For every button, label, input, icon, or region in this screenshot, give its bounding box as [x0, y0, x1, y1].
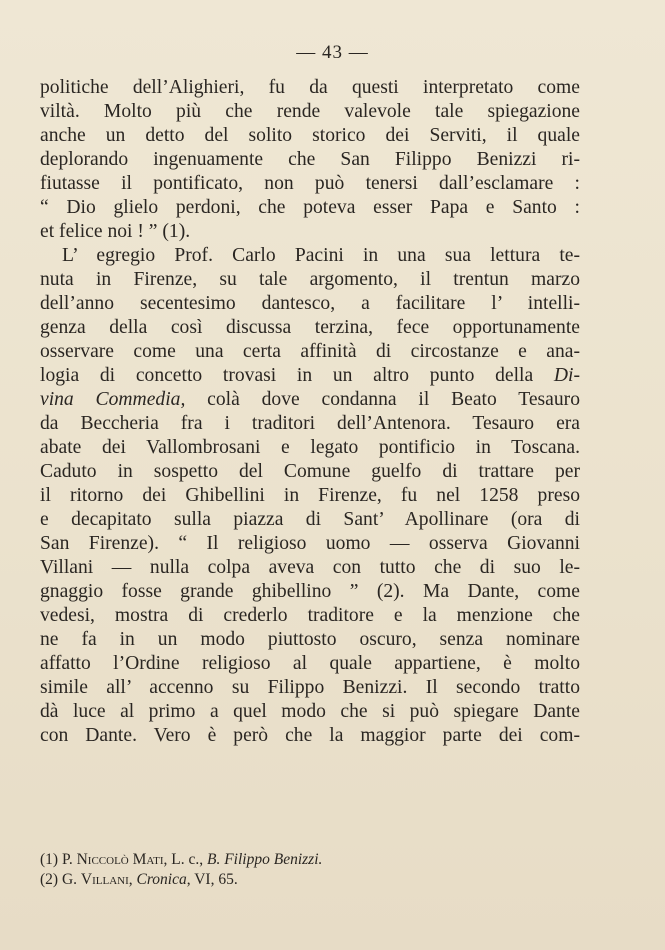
text-line: “ Dio glielo perdoni, che poteva esser Papa e Santo :: [40, 197, 580, 218]
text-line: da Beccheria fra i traditori dell’Antenora. Tesauro era: [40, 413, 580, 434]
text-line: dà luce al primo a quel modo che si può spiegare Dante: [40, 701, 580, 722]
footnote-author: Villani: [80, 871, 129, 888]
footnote-2: [40, 870, 580, 890]
text-line: deplorando ingenuamente che San Filippo Benizzi ri-: [40, 149, 580, 170]
text-line: il ritorno dei Ghibellini in Firenze, fu nel 1258 preso: [40, 485, 580, 506]
text-fragment: colà dove condanna il Beato Tesauro: [185, 389, 580, 410]
text-line: Villani — nulla colpa aveva con tutto che di suo le-: [40, 557, 580, 578]
footnotes: [40, 850, 580, 890]
text-line: viltà. Molto più che rende valevole tale spiegazione: [40, 101, 580, 122]
text-line: dell’anno secentesimo dantesco, a facilitare l’ intelli-: [40, 293, 580, 314]
text-fragment: logia di concetto trovasi in un altro punto della: [40, 365, 554, 386]
text-line: genza della così discussa terzina, fece opportunamente: [40, 317, 580, 338]
footnote-number: (1) P.: [40, 851, 77, 868]
text-line: fiutasse il pontificato, non può tenersi dall’esclamare :: [40, 173, 580, 194]
footnote-separator: [40, 844, 580, 845]
text-line: ne fa in un modo piuttosto oscuro, senza nominare: [40, 629, 580, 650]
text-line: con Dante. Vero è però che la maggior parte dei com-: [40, 725, 580, 746]
text-line: affatto l’Ordine religioso al quale appartiene, è molto: [40, 653, 580, 674]
footnote-title: Cronica: [136, 871, 187, 888]
footnote-number: (2) G.: [40, 871, 81, 888]
text-line: politiche dell’Alighieri, fu da questi interpretato come: [40, 77, 580, 98]
footnote-text: ,: [128, 871, 137, 888]
text-line: et felice noi ! ” (1).: [40, 221, 191, 242]
text-line: e decapitato sulla piazza di Sant’ Apollinare (ora di: [40, 509, 580, 530]
text-line-with-italic: [40, 388, 580, 412]
text-line: gnaggio fosse grande ghibellino ” (2). Ma Dante, come: [40, 581, 580, 602]
body-text: [40, 76, 580, 748]
footnote-author: Niccolò Mati: [76, 851, 164, 868]
footnote-1: [40, 850, 580, 870]
text-line: Caduto in sospetto del Comune guelfo di trattare per: [40, 461, 580, 482]
text-line: L’ egregio Prof. Carlo Pacini in una sua lettura te-: [62, 245, 580, 266]
text-line: simile all’ accenno su Filippo Benizzi. Il secondo tratto: [40, 677, 580, 698]
footnote-text: , VI, 65.: [186, 871, 238, 888]
footnote-title: B. Filippo Benizzi.: [207, 851, 323, 868]
text-line: San Firenze). “ Il religioso uomo — osserva Giovanni: [40, 533, 580, 554]
footnote-text: , L. c.,: [163, 851, 207, 868]
text-line: osservare come una certa affinità di circostanze e ana-: [40, 341, 580, 362]
text-line: nuta in Firenze, su tale argomento, il trentun marzo: [40, 269, 580, 290]
italic-fragment: Di-: [553, 365, 580, 386]
text-line-with-italic: [40, 364, 580, 388]
italic-fragment: vina Commedia,: [40, 389, 186, 410]
text-line: vedesi, mostra di crederlo traditore e la menzione che: [40, 605, 580, 626]
page-number: — 43 —: [296, 42, 369, 63]
text-line: abate dei Vallombrosani e legato pontificio in Toscana.: [40, 437, 580, 458]
text-line: anche un detto del solito storico dei Serviti, il quale: [40, 125, 580, 146]
